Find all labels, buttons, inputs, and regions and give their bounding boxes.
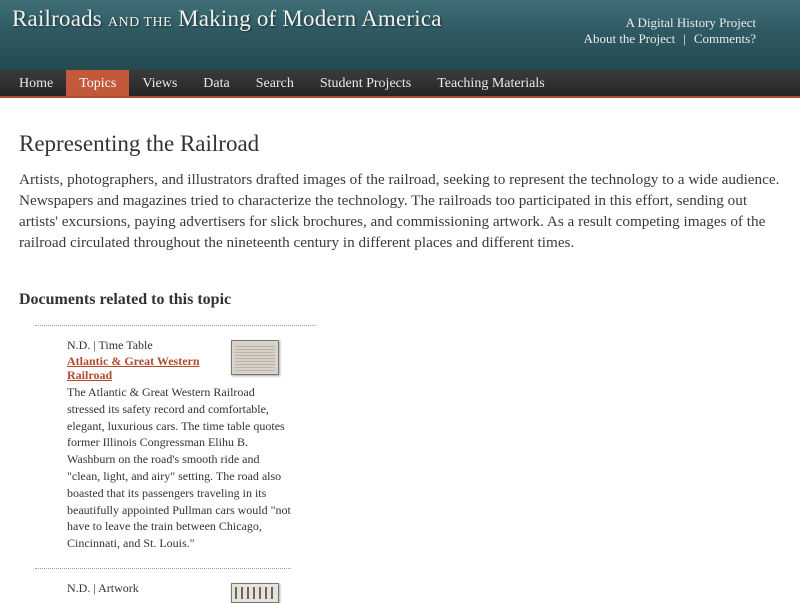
document-meta: N.D. | Artwork	[67, 581, 139, 595]
document-title-line1: Atlantic & Great Western	[67, 354, 200, 368]
page-title: Representing the Railroad	[19, 131, 260, 156]
site-title-railroads: Railroads	[12, 6, 102, 31]
tagline: A Digital History Project	[625, 15, 756, 30]
document-title-link[interactable]	[67, 354, 200, 382]
document-description: The Atlantic & Great Western Railroad stressed its safety record and comfortable, elegant, luxurious cars. The time table quotes former Illinois Congressman Elihu B. Washburn on the road's smooth ride and "clean, light, and airy" setting. The road also boasted that its passengers traveling in its beautifully appointed Pullman cars would "not have to leave the train between Chicago, Cincinnati, and St. Louis."	[67, 385, 291, 551]
documents-heading: Documents related to this topic	[19, 291, 232, 308]
nav-home[interactable]: Home	[19, 76, 54, 91]
document-meta: N.D. | Time Table	[67, 338, 153, 352]
thumbnail-image	[235, 587, 275, 599]
comments-link[interactable]: Comments?	[693, 31, 756, 46]
intro-paragraph: Artists, photographers, and illustrators drafted images of the railroad, seeking to represent the technology to a wide audience. Newspapers and magazines tried to characterize the technology. The railroads too participated in this effort, sending out artists' excursions, paying advertisers for slick brochures, and commissioning artwork. As a result competing images of the railroad circulated throughout the nineteenth century in different places and different times.	[19, 171, 780, 251]
document-thumbnail[interactable]	[231, 583, 279, 603]
nav-topics[interactable]: Topics	[66, 70, 129, 96]
nav-teaching-materials[interactable]: Teaching Materials	[437, 76, 545, 91]
main-nav	[0, 70, 800, 98]
nav-data[interactable]: Data	[203, 76, 230, 91]
site-title-and-the: AND THE	[107, 15, 173, 30]
header-links	[584, 15, 756, 47]
divider	[35, 568, 291, 569]
nav-student-projects[interactable]: Student Projects	[319, 76, 412, 91]
nav-views[interactable]: Views	[142, 76, 178, 91]
about-link[interactable]: About the Project	[583, 31, 676, 46]
thumbnail-image	[235, 344, 275, 371]
site-title[interactable]	[12, 6, 442, 32]
site-title-making: Making of Modern America	[178, 6, 442, 31]
nav-search[interactable]: Search	[255, 76, 294, 91]
document-thumbnail[interactable]	[231, 340, 279, 375]
divider	[35, 325, 315, 326]
site-header	[0, 0, 800, 70]
header-separator: |	[683, 31, 686, 46]
document-title-line2: Railroad	[67, 368, 113, 382]
